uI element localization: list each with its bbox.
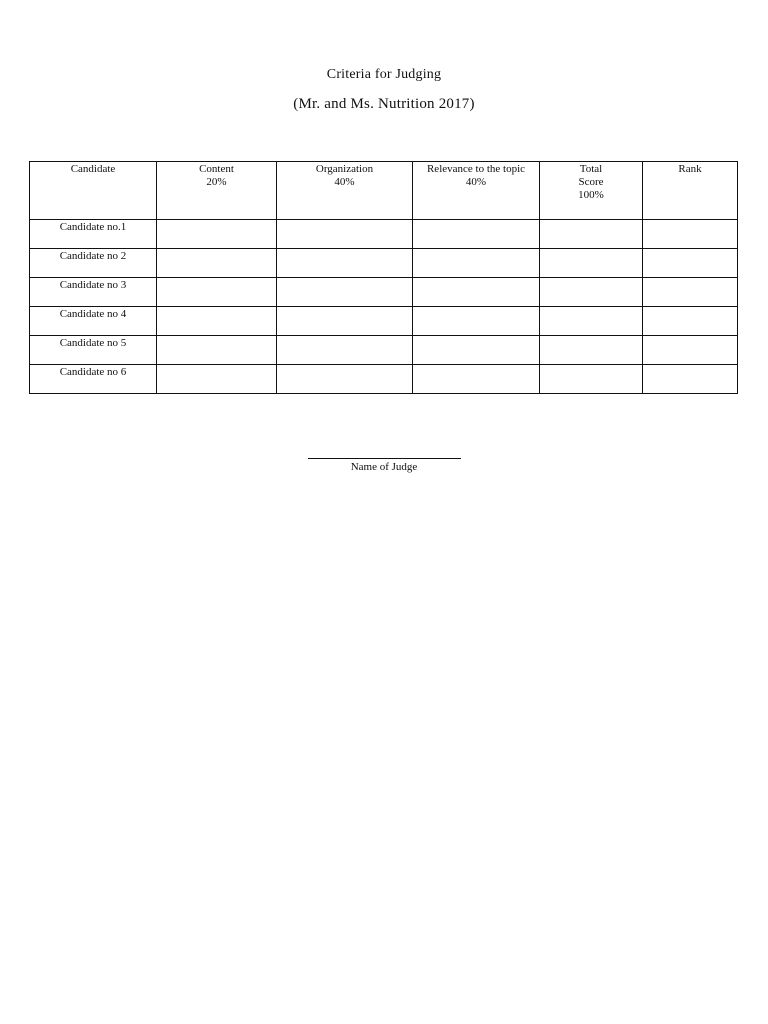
header-rank: Rank [643,162,738,220]
table-row [30,249,738,278]
content-score-cell[interactable] [157,220,277,249]
header-organization: Organization 40% [277,162,413,220]
table-row [30,278,738,307]
organization-score-cell[interactable] [277,365,413,394]
judging-criteria-table [29,161,738,394]
content-score-cell[interactable] [157,278,277,307]
total-score-cell[interactable] [540,220,643,249]
candidate-name-cell: Candidate no 6 [30,365,157,394]
table-row [30,220,738,249]
header-content: Content 20% [157,162,277,220]
table-row [30,336,738,365]
organization-score-cell[interactable] [277,249,413,278]
content-score-cell[interactable] [157,336,277,365]
candidate-name-cell: Candidate no 4 [30,307,157,336]
table-header-row [30,162,738,220]
content-score-cell[interactable] [157,307,277,336]
rank-cell[interactable] [643,365,738,394]
relevance-score-cell[interactable] [413,278,540,307]
signature-line[interactable] [308,448,461,459]
organization-score-cell[interactable] [277,220,413,249]
total-score-cell[interactable] [540,278,643,307]
rank-cell[interactable] [643,220,738,249]
relevance-score-cell[interactable] [413,220,540,249]
total-score-cell[interactable] [540,365,643,394]
table-row [30,365,738,394]
relevance-score-cell[interactable] [413,307,540,336]
relevance-score-cell[interactable] [413,365,540,394]
candidate-name-cell: Candidate no 5 [30,336,157,365]
total-score-cell[interactable] [540,336,643,365]
candidate-name-cell: Candidate no.1 [30,220,157,249]
organization-score-cell[interactable] [277,307,413,336]
rank-cell[interactable] [643,278,738,307]
document-subtitle: (Mr. and Ms. Nutrition 2017) [293,96,475,112]
header-total-score: Total Score 100% [540,162,643,220]
relevance-score-cell[interactable] [413,249,540,278]
organization-score-cell[interactable] [277,278,413,307]
header-relevance: Relevance to the topic 40% [413,162,540,220]
candidate-name-cell: Candidate no 2 [30,249,157,278]
table-row [30,307,738,336]
organization-score-cell[interactable] [277,336,413,365]
rank-cell[interactable] [643,336,738,365]
document-title: Criteria for Judging [326,67,442,82]
total-score-cell[interactable] [540,307,643,336]
judge-name-label: Name of Judge [350,461,418,473]
content-score-cell[interactable] [157,249,277,278]
candidate-name-cell: Candidate no 3 [30,278,157,307]
content-score-cell[interactable] [157,365,277,394]
rank-cell[interactable] [643,307,738,336]
rank-cell[interactable] [643,249,738,278]
header-candidate: Candidate [30,162,157,220]
judge-signature-block [0,448,768,473]
total-score-cell[interactable] [540,249,643,278]
relevance-score-cell[interactable] [413,336,540,365]
